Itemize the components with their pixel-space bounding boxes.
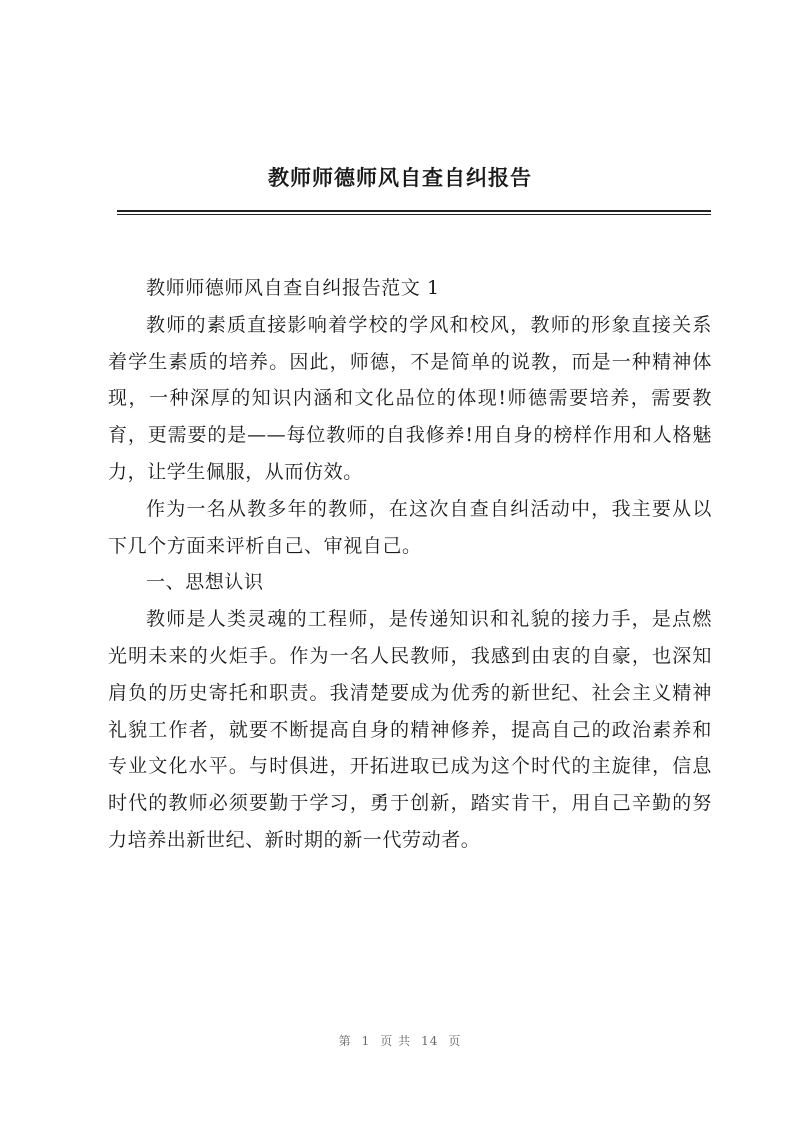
footer-current-page: 1: [361, 1034, 371, 1048]
title-underline: [117, 210, 711, 212]
paragraph: 作为一名从教多年的教师，在这次自查自纠活动中，我主要从以下几个方面来评析自己、审视自己。: [108, 497, 712, 557]
section-heading: 一、思想认识: [146, 571, 264, 594]
paragraph: 教师的素质直接影响着学校的学风和校风，教师的形象直接关系着学生素质的培养。因此，师德，不是简单的说教，而是一种精神体现，一种深厚的知识内涵和文化品位的体现!师德需要培养，需要教育，更需要的是——每位教师的自我修养!用自身的榜样作用和人格魅力，让学生佩服，从而仿效。: [108, 313, 712, 483]
page-number-footer: [0, 1032, 800, 1049]
paragraph: 教师是人类灵魂的工程师，是传递知识和礼貌的接力手，是点燃光明未来的火炬手。作为一名人民教师，我感到由衷的自豪，也深知肩负的历史寄托和职责。我清楚要成为优秀的新世纪、社会主义精神礼貌工作者，就要不断提高自身的精神修养，提高自己的政治素养和专业文化水平。与时俱进，开拓进取已成为这个时代的主旋律，信息时代的教师必须要勤于学习，勇于创新，踏实肯干，用自己辛勤的努力培养出新世纪、新时期的新一代劳动者。: [108, 608, 712, 851]
footer-suffix: 页: [448, 1034, 462, 1048]
footer-middle: 页 共: [380, 1034, 412, 1048]
document-body: [108, 270, 712, 859]
footer-prefix: 第: [338, 1034, 352, 1048]
document-title: 教师师德师风自查自纠报告: [268, 166, 532, 190]
footer-total-pages: 14: [421, 1034, 439, 1048]
section-heading: 教师师德师风自查自纠报告范文 1: [146, 277, 440, 299]
title-underline-thin: [117, 214, 711, 215]
